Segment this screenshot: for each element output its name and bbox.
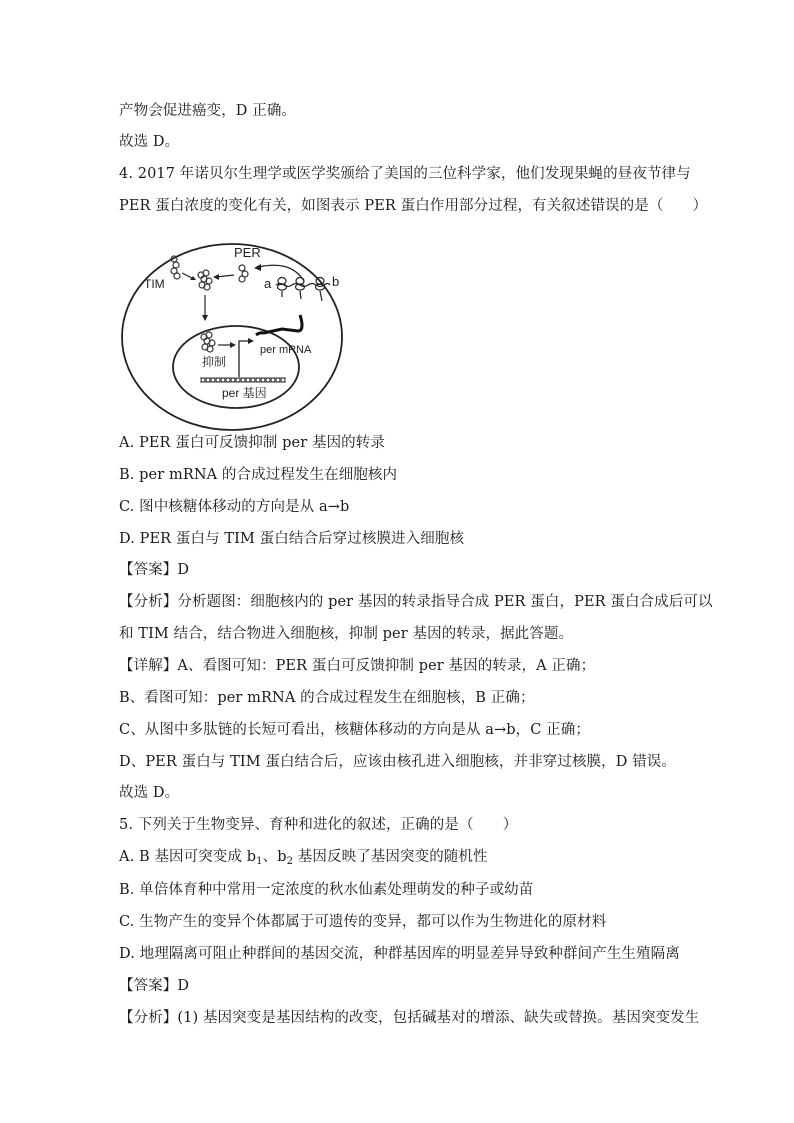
per-tim-complex-icon [198, 270, 212, 290]
option-b: B. 单倍体育种中常用一定浓度的秋水仙素处理萌发的种子或幼苗 [119, 882, 534, 898]
question-4-stem: 4. 2017 年诺贝尔生理学或医学奖颁给了美国的三位科学家，他们发现果蝇的昼夜节律与 [119, 166, 691, 182]
option-c: C. 图中核糖体移动的方向是从 a→b [119, 499, 350, 515]
question-4-stem: PER 蛋白浓度的变化有关，如图表示 PER 蛋白作用部分过程，有关叙述错误的是（ ） [119, 198, 708, 214]
arrowhead [248, 338, 254, 344]
allele-subscript: 2 [286, 856, 294, 867]
per-protein-icon [239, 265, 248, 282]
cell-membrane [122, 244, 342, 430]
arrowhead [254, 264, 261, 271]
per-mrna-label: per mRNA [260, 344, 312, 356]
option-c: C. 生物产生的变异个体都属于可遗传的变异，都可以作为生物进化的原材料 [119, 914, 607, 930]
option-a [119, 847, 488, 872]
question-5-stem: 5. 下列关于生物变异、育种和进化的叙述，正确的是（ ） [119, 817, 518, 833]
option-text: A. B 基因可突变成 [119, 849, 247, 865]
option-d: D. 地理隔离可阻止种群间的基因交流，种群基因库的明显差异导致种群间产生生殖隔离 [119, 946, 680, 962]
inhibit-label: 抑制 [202, 355, 227, 369]
arrowhead [213, 274, 219, 280]
arrowhead [202, 315, 208, 321]
detail-text: B、看图可知：per mRNA 的合成过程发生在细胞核，B 正确； [119, 690, 535, 706]
allele-subscript: 1 [256, 856, 263, 867]
detail-text: 【详解】A、看图可知：PER 蛋白可反馈抑制 per 基因的转录，A 正确； [119, 658, 596, 674]
transcription-start-arrow [239, 341, 250, 377]
conclusion-text: 故选 D。 [119, 785, 180, 801]
per-label: PER [234, 245, 261, 260]
arrowhead [230, 342, 236, 348]
option-a: A. PER 蛋白可反馈抑制 per 基因的转录 [119, 435, 385, 451]
separator: 、 [262, 849, 278, 865]
detail-text: C、从图中多肽链的长短可看出，核糖体移动的方向是从 a→b，C 正确； [119, 722, 590, 738]
answer-label: 【答案】D [119, 978, 190, 994]
analysis-text: 【分析】分析题图：细胞核内的 per 基因的转录指导合成 PER 蛋白，PER 蛋白合成后可以 [119, 594, 713, 610]
label-a: a [264, 276, 272, 291]
text-line: 故选 D。 [119, 134, 180, 150]
analysis-text: 【分析】(1) 基因突变是基因结构的改变，包括碱基对的增添、缺失或替换。基因突变发生 [119, 1010, 700, 1026]
per-gene-dna [200, 378, 286, 382]
option-d: D. PER 蛋白与 TIM 蛋白结合后穿过核膜进入细胞核 [119, 531, 465, 547]
analysis-text: 和 TIM 结合，结合物进入细胞核，抑制 per 基因的转录，据此答题。 [119, 626, 574, 642]
detail-text: D、PER 蛋白与 TIM 蛋白结合后，应该由核孔进入细胞核，并非穿过核膜，D 错误。 [119, 754, 676, 770]
option-b: B. per mRNA 的合成过程发生在细胞核内 [119, 467, 398, 483]
answer-label: 【答案】D [119, 562, 190, 578]
label-b: b [332, 274, 340, 289]
text-line: 产物会促进癌变，D 正确。 [119, 103, 297, 119]
ribosome-icon [278, 278, 325, 302]
per-protein-diagram [118, 237, 350, 435]
per-gene-label: per 基因 [222, 386, 267, 400]
allele-symbol: b [246, 849, 257, 865]
allele-symbol: b [277, 849, 287, 865]
tim-label: TIM [144, 277, 165, 291]
per-tim-complex-icon [201, 332, 215, 352]
option-text: 基因反映了基因突变的随机性 [293, 849, 488, 865]
per-mrna-strand [256, 315, 302, 335]
